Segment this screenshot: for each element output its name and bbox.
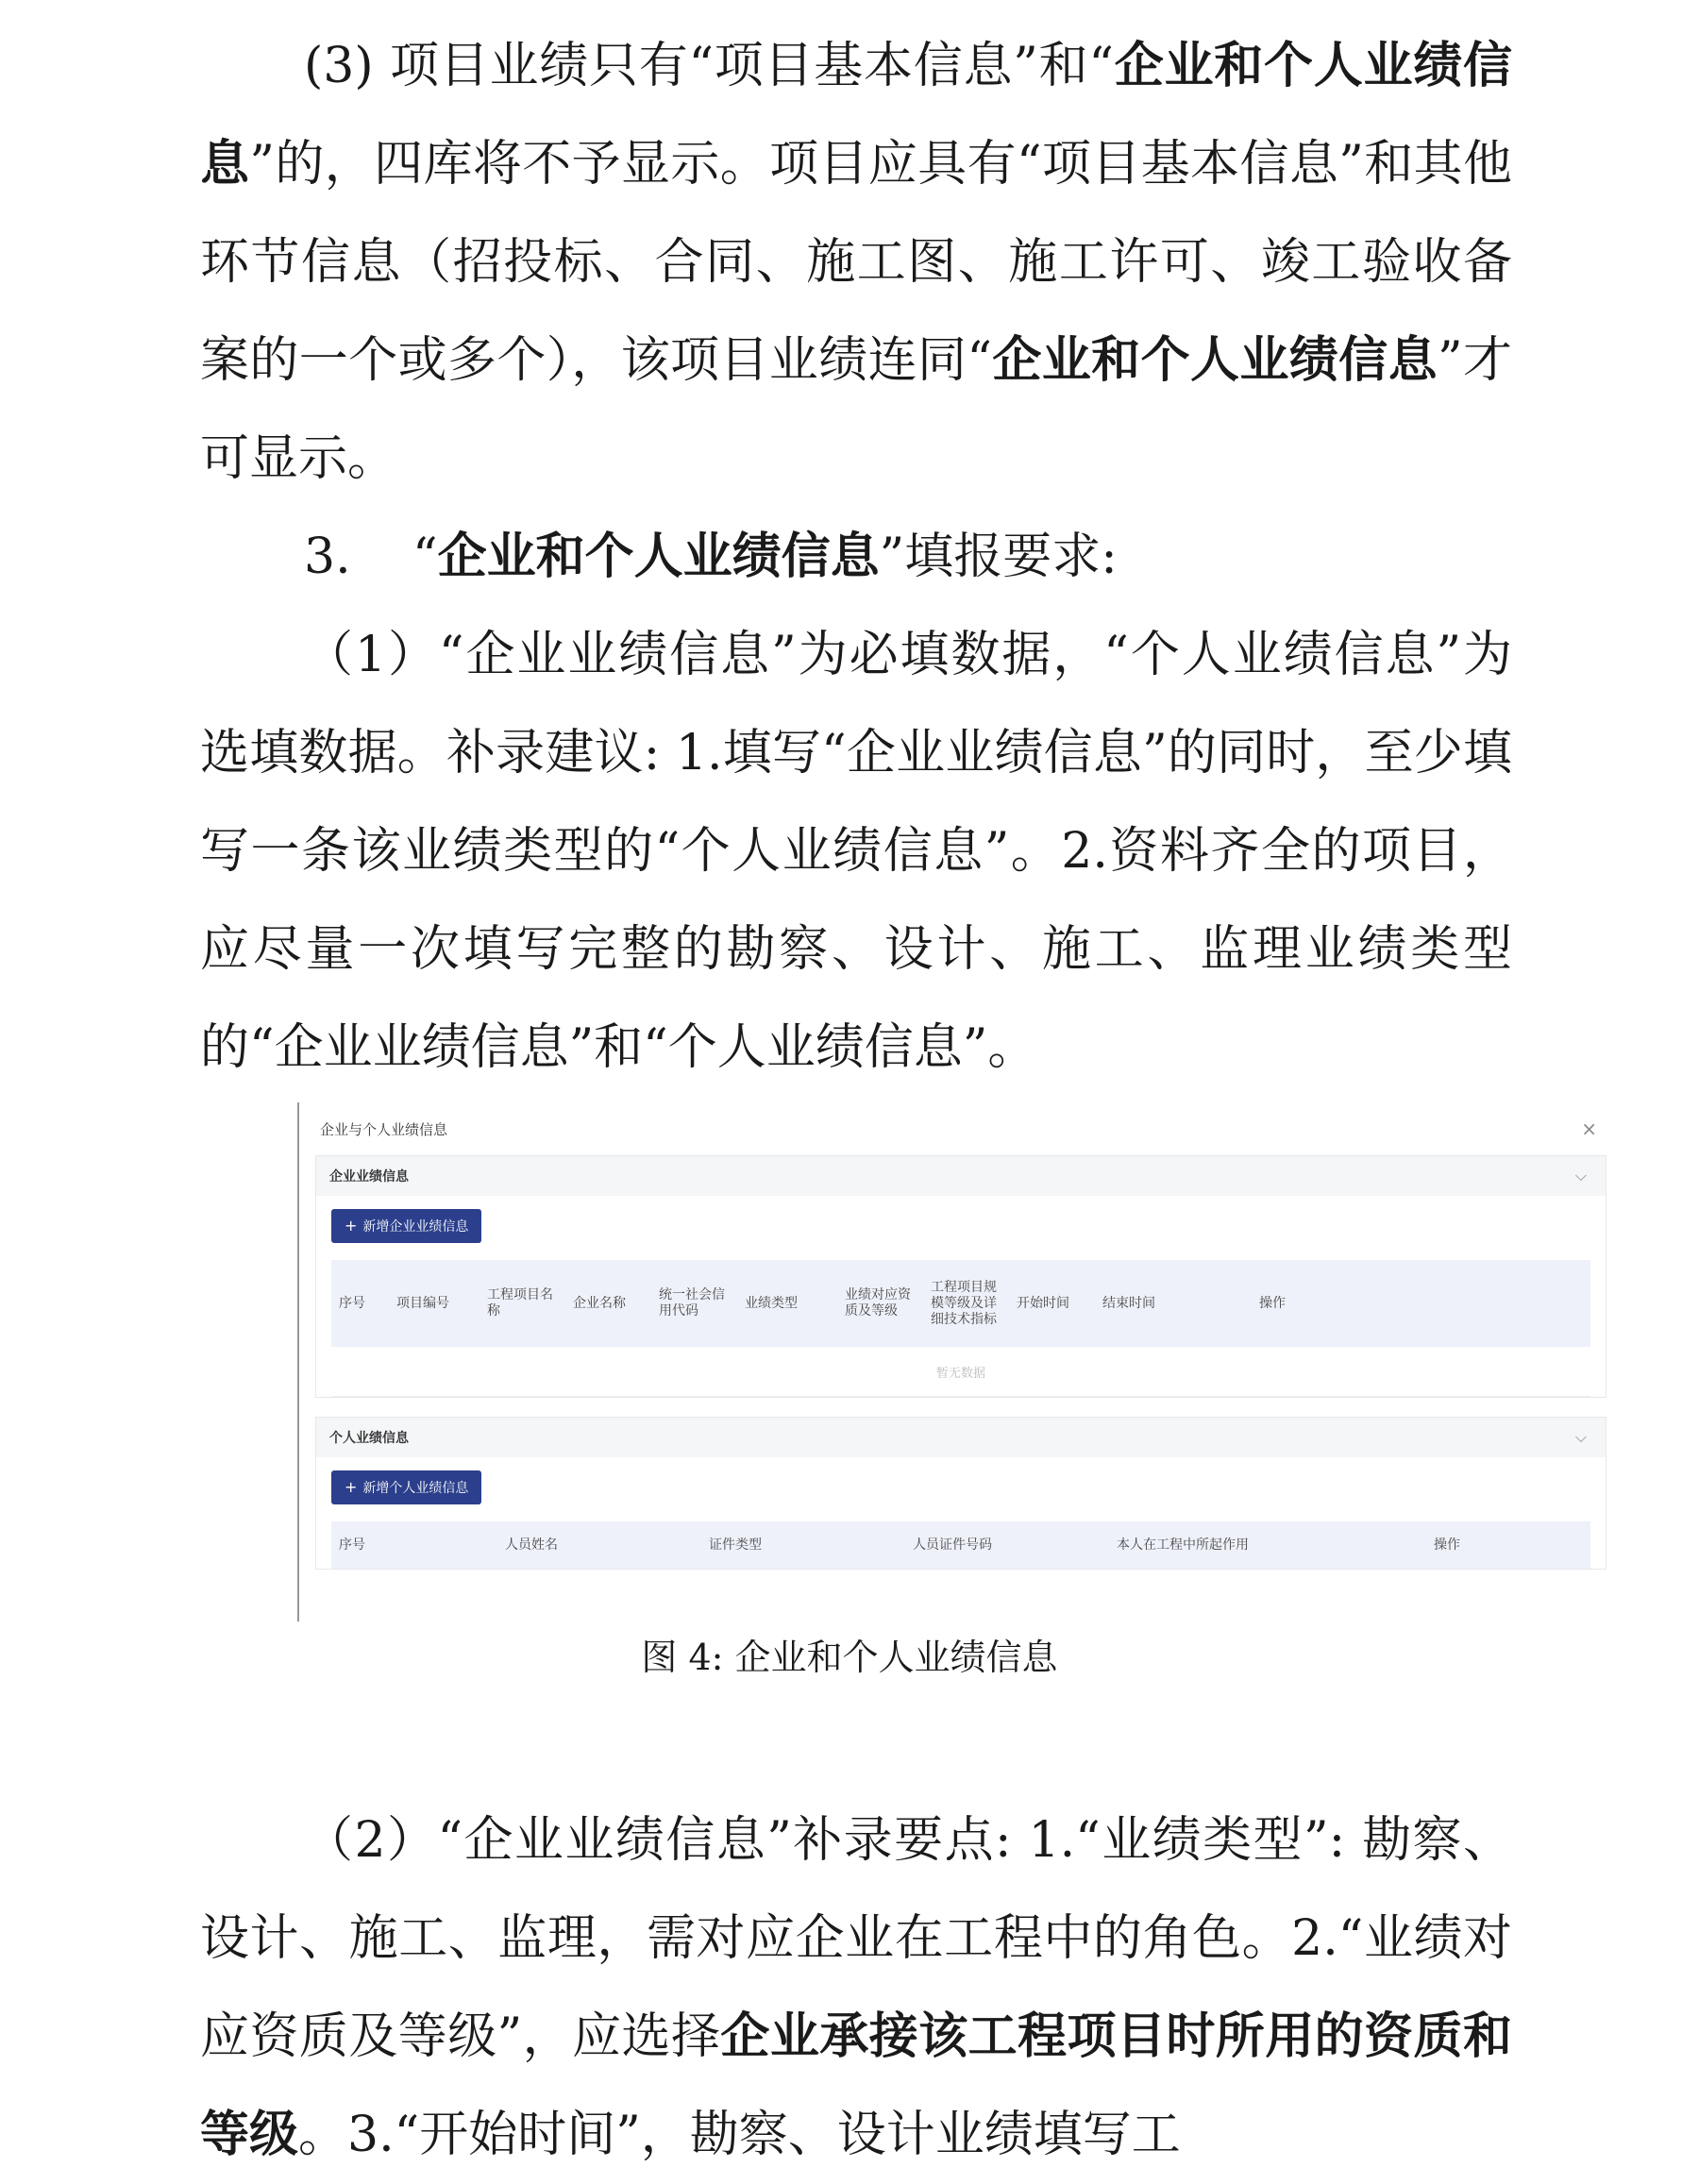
bold-text: 企业和个人业绩信息 bbox=[437, 528, 880, 585]
column-header: 序号 bbox=[331, 1260, 389, 1347]
plus-icon: + bbox=[345, 1217, 358, 1235]
text: 。3.“开始时间”，勘察、设计业绩填写工 bbox=[298, 2107, 1181, 2163]
text: (3) 项目业绩只有“项目基本信息”和“ bbox=[304, 38, 1114, 94]
bold-text: 企业和个人业绩信息 bbox=[200, 37, 1512, 193]
column-header: 项目编号 bbox=[389, 1260, 479, 1347]
enterprise-panel bbox=[315, 1155, 1606, 1398]
embedded-screenshot bbox=[297, 1102, 1616, 1621]
column-header: 业绩类型 bbox=[737, 1260, 837, 1347]
column-header: 序号 bbox=[331, 1521, 497, 1569]
bold-text: 企业承接该工程项目时所用的资质和等级 bbox=[200, 2008, 1512, 2163]
add-personal-button[interactable] bbox=[331, 1470, 481, 1504]
enterprise-table bbox=[331, 1260, 1590, 1397]
column-header: 工程项目名称 bbox=[479, 1260, 565, 1347]
column-header: 证件类型 bbox=[701, 1521, 905, 1569]
plus-icon: + bbox=[345, 1478, 358, 1496]
enterprise-panel-title: 企业业绩信息 bbox=[329, 1169, 409, 1184]
column-header: 结束时间 bbox=[1095, 1260, 1252, 1347]
column-header: 操作 bbox=[1426, 1521, 1590, 1569]
text: ”的，四库将不予显示。项目应具有“项目基本信息”和其他环节信息（招投标、合同、施工图、施工许可、竣工验收备案的一个或多个），该项目业绩连同“ bbox=[200, 136, 1512, 389]
button-label: 新增企业业绩信息 bbox=[362, 1219, 469, 1235]
bold-text: 企业和个人业绩信息 bbox=[991, 331, 1438, 389]
text: （2）“企业业绩信息”补录要点: 1.“业绩类型”: 勘察、设计、施工、监理，需对应企业在工程中的角色。2.“业绩对应资质及等级”，应选择 bbox=[200, 1812, 1512, 2065]
column-header: 人员证件号码 bbox=[905, 1521, 1109, 1569]
figure-caption: 图 4: 企业和个人业绩信息 bbox=[641, 1637, 1058, 1678]
paragraph-3-note bbox=[200, 17, 1512, 508]
column-header: 开始时间 bbox=[1009, 1260, 1095, 1347]
heading-number: 3. bbox=[304, 529, 351, 585]
paragraph-1-requirement: （1）“企业业绩信息”为必填数据，“个人业绩信息”为选填数据。补录建议: 1.填写“企业业绩信息”的同时，至少填写一条该业绩类型的“个人业绩信息”。2.资料齐全的项目，应尽量一次填写完整的勘察、设计、施工、监理业绩类型的“企业业绩信息”和“个人业绩信息”。 bbox=[200, 627, 1512, 1076]
column-header: 本人在工程中所起作用 bbox=[1109, 1521, 1426, 1569]
enterprise-panel-header[interactable] bbox=[316, 1156, 1606, 1196]
personal-table bbox=[331, 1521, 1590, 1569]
chevron-down-icon[interactable]: ⌵ bbox=[1574, 1428, 1587, 1446]
column-header: 企业名称 bbox=[565, 1260, 651, 1347]
document-body bbox=[200, 17, 1512, 1097]
paragraph-2-enterprise-points bbox=[200, 1791, 1512, 2184]
text: ”填报要求: bbox=[879, 529, 1118, 585]
section-heading-3 bbox=[200, 508, 1512, 606]
dialog-title: 企业与个人业绩信息 bbox=[320, 1120, 448, 1138]
chevron-down-icon[interactable]: ⌵ bbox=[1574, 1167, 1587, 1184]
column-header: 工程项目规模等级及详细技术指标 bbox=[923, 1260, 1009, 1347]
button-label: 新增个人业绩信息 bbox=[362, 1481, 469, 1496]
column-header: 操作 bbox=[1252, 1260, 1590, 1347]
text: ”才可显示。 bbox=[200, 332, 1512, 487]
text: “ bbox=[412, 529, 438, 585]
dialog-header bbox=[299, 1102, 1616, 1155]
column-header: 人员姓名 bbox=[497, 1521, 701, 1569]
empty-state: 暂无数据 bbox=[331, 1347, 1590, 1397]
document-body-continued bbox=[200, 1791, 1512, 2184]
close-icon[interactable]: × bbox=[1581, 1117, 1597, 1140]
column-header: 统一社会信用代码 bbox=[651, 1260, 737, 1347]
personal-panel bbox=[315, 1417, 1606, 1570]
personal-panel-header[interactable] bbox=[316, 1418, 1606, 1457]
column-header: 业绩对应资质及等级 bbox=[837, 1260, 923, 1347]
personal-panel-title: 个人业绩信息 bbox=[329, 1431, 409, 1446]
add-enterprise-button[interactable] bbox=[331, 1209, 481, 1243]
